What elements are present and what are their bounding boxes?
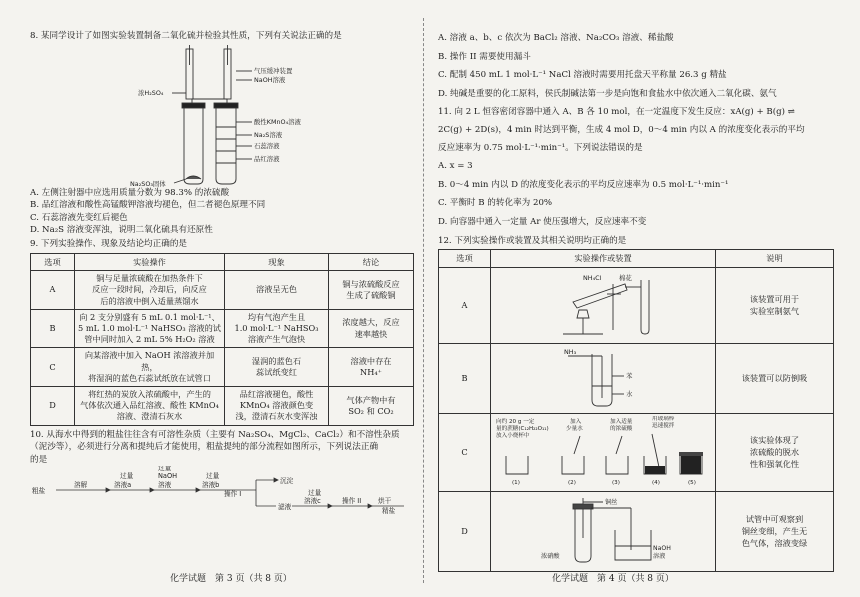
c-step-1: (1)	[512, 479, 520, 486]
cell-line: 溶液产生气泡快	[247, 334, 306, 345]
flow-dry: 烘干	[378, 497, 392, 506]
q9-c-operation	[75, 348, 225, 387]
table-row	[439, 267, 834, 343]
q12-b-option: B	[439, 343, 491, 413]
cell-line: 试管中可观察到	[745, 514, 804, 525]
footer-page-4: 化学试题 第 4 页（共 8 页）	[552, 574, 674, 584]
c-step-2: (2)	[568, 479, 576, 486]
flow-dissolve: 溶解	[74, 481, 88, 490]
q10-option-b: B. 操作 II 需要使用漏斗	[438, 51, 531, 62]
q9-d-option: D	[31, 386, 75, 425]
cell-line: 性和强氧化性	[749, 459, 800, 470]
q10-stem-line: 的是	[30, 454, 48, 465]
flow-excess-c: 过量	[308, 489, 322, 498]
label-kmno4: 酸性KMnO₄溶液	[254, 117, 301, 126]
cell-line: 反应一段时间，冷却后，向反应	[92, 284, 207, 295]
cell-line: 向 2 支分别盛有 5 mL 0.1 mol·L⁻¹、	[79, 311, 220, 322]
cell-line: 管中同时加入 2 mL 5% H₂O₂ 溶液	[84, 334, 215, 345]
flow-naoh-solution: 溶液	[158, 481, 172, 490]
q12-header-apparatus: 实验操作或装置	[491, 250, 716, 268]
c-label-4b: 迅速搅拌	[652, 422, 675, 429]
q10-stem-line: （泥沙等），必须进行分离和提纯后才能使用，粗盐提纯的部分流程如图所示，下列说法正确	[30, 442, 379, 453]
label-benzene: 苯	[626, 371, 633, 380]
q12-a-note	[716, 267, 834, 343]
flow-precipitate: 沉淀	[280, 477, 294, 486]
flow-raw-salt: 粗盐	[32, 487, 46, 496]
q9-d-operation	[75, 386, 225, 425]
q11-line: 反应速率为 0.75 mol·L⁻¹·min⁻¹。下列说法错误的是	[438, 142, 643, 153]
q10-stem-line: 10. 从海水中得到的粗盐往往含有可溶性杂质（主要有 Na₂SO₄、MgCl₂、CaCl₂）和不溶性杂质	[30, 429, 400, 440]
table-row	[439, 343, 834, 413]
q12-a-option: A	[439, 267, 491, 343]
label-nh4cl: NH₄Cl	[583, 273, 602, 282]
table-row	[31, 309, 414, 348]
q8-apparatus-figure	[30, 45, 414, 187]
cell-line: 5 mL 1.0 mol·L⁻¹ NaHSO₃ 溶液的试	[78, 322, 221, 333]
q12-c-apparatus	[491, 413, 716, 491]
cell-line: 将湿润的蓝色石蕊试纸放在试管口	[88, 372, 211, 383]
q9-a-conclusion	[329, 271, 414, 310]
q8-option-b: B. 品红溶液和酸性高锰酸钾溶液均褪色，但二者褪色原理不同	[30, 200, 266, 211]
q9-c-conclusion	[329, 348, 414, 387]
c-label-2a: 加入	[570, 418, 582, 425]
ammonia-apparatus-figure	[543, 270, 663, 338]
q9-a-option: A	[31, 271, 75, 310]
label-litmus: 石蕊溶液	[254, 141, 280, 150]
footer-page-3: 化学试题 第 3 页（共 8 页）	[170, 574, 292, 584]
q12-header-note: 说明	[716, 250, 834, 268]
label-h2so4: 浓H₂SO₄	[138, 88, 164, 97]
table-row	[31, 271, 414, 310]
label-cotton: 棉花	[619, 273, 632, 282]
q11-line: 11. 向 2 L 恒容密闭容器中通入 A、B 各 10 mol，在一定温度下发生反应：xA(g) + B(g) ⇌	[438, 107, 795, 118]
q9-header-conclusion: 结论	[329, 253, 414, 271]
q8-option-c: C. 石蕊溶液先变红后褪色	[30, 212, 128, 223]
q9-a-operation	[75, 271, 225, 310]
q8-stem: 8. 某同学设计了如图实验装置制备二氧化硫并检验其性质，下列有关说法正确的是	[30, 31, 342, 41]
cell-line: 铜与浓硫酸反应	[342, 278, 400, 289]
q12-b-note	[716, 343, 834, 413]
cell-line: 蕊试纸变红	[256, 367, 297, 378]
flow-excess-naoh: 过量	[158, 466, 172, 473]
q12-d-option: D	[439, 491, 491, 571]
table-row	[439, 413, 834, 491]
sugar-experiment-figure	[494, 416, 712, 486]
flow-excess-b: 过量	[206, 472, 220, 481]
cell-line: 浓硫酸的脱水	[749, 447, 800, 458]
q9-b-conclusion	[329, 309, 414, 348]
flow-naoh: NaOH	[158, 472, 178, 481]
cell-line: 浅，澄清石灰水变浑浊	[235, 411, 318, 422]
cell-line: 浓度越大，反应	[342, 317, 400, 328]
cell-line: 铜与足量浓硫酸在加热条件下	[96, 273, 203, 284]
c-step-3: (3)	[612, 479, 620, 486]
q9-b-phenomenon	[225, 309, 329, 348]
cell-line: 色气体，溶液变绿	[741, 538, 808, 549]
anti-suckback-figure	[548, 346, 658, 408]
q11-stem	[438, 106, 834, 154]
label-naoh-2: 溶液	[653, 552, 666, 560]
flow-operation-1: 操作 I	[224, 490, 242, 499]
q9-header-option: 选项	[31, 253, 75, 271]
label-conc-nitric: 浓硝酸	[541, 552, 560, 560]
q11-option-b: B. 0～4 min 内以 D 的浓度变化表示的平均反应速率为 0.5 mol·L⁻¹·min⁻¹	[438, 179, 729, 190]
q12-d-note	[716, 491, 834, 571]
cell-line: 气体产物中有	[346, 394, 396, 405]
q11-line: 2C(g) + 2D(s)，4 min 时达到平衡，生成 4 mol D，0～4 min 内以 A 的浓度变化表示的平均	[438, 124, 805, 135]
c-label-1b: 量的蔗糖(C₁₂H₂₂O₁₁)	[496, 425, 549, 432]
c-label-2b: 少量水	[566, 425, 583, 432]
label-na2s: Na₂S溶液	[254, 130, 283, 139]
q9-c-option: C	[31, 348, 75, 387]
q9-b-operation	[75, 309, 225, 348]
q10-flow-diagram	[30, 466, 414, 514]
copper-nitric-figure	[523, 494, 683, 566]
cell-line: 1.0 mol·L⁻¹ NaHSO₃	[234, 322, 319, 333]
label-naoh: NaOH溶液	[254, 75, 286, 84]
label-na2so3: Na₂SO₃固体	[130, 179, 166, 187]
q8-option-d: D. Na₂S 溶液变浑浊，说明二氧化硫具有还原性	[30, 225, 213, 236]
label-water: 水	[626, 389, 633, 398]
c-step-4: (4)	[652, 479, 660, 486]
flow-solution-a: 溶液a	[114, 481, 132, 490]
cell-line: 实验室制氨气	[749, 306, 800, 317]
flow-excess-a: 过量	[120, 472, 134, 481]
c-label-1c: 放入小烧杯中	[496, 432, 530, 439]
flow-solution-b: 溶液b	[202, 481, 220, 490]
q11-option-d: D. 向容器中通入一定量 Ar 使压强增大，反应速率不变	[438, 216, 647, 227]
cell-line: SO₂ 和 CO₂	[348, 405, 394, 416]
cell-line: 生成了硫酸铜	[346, 289, 396, 300]
table-row	[439, 491, 834, 571]
cell-line: 向某溶液中加入 NaOH 浓溶液并加热，	[84, 350, 215, 372]
cell-line: KMnO₄ 溶液颜色变	[239, 400, 314, 411]
q12-header-row	[439, 250, 834, 268]
page-4	[438, 26, 834, 572]
label-buffer: 气压缓冲装置	[254, 66, 293, 75]
flow-solution-c: 溶液c	[304, 497, 321, 506]
q9-stem: 9. 下列实验操作、现象及结论均正确的是	[30, 238, 188, 249]
table-row	[31, 348, 414, 387]
q11-option-a: A. x = 3	[438, 161, 473, 172]
flow-operation-2: 操作 II	[342, 497, 362, 506]
q9-header-operation: 实验操作	[75, 253, 225, 271]
q9-c-phenomenon	[225, 348, 329, 387]
c-label-4a: 用玻璃棒	[652, 415, 675, 422]
cell-line: 该实验体现了	[749, 435, 800, 446]
q10-option-c: C. 配制 450 mL 1 mol·L⁻¹ NaCl 溶液时需要用托盘天平称量 26.3 g 精盐	[438, 70, 727, 81]
q9-a-phenomenon	[225, 271, 329, 310]
label-copper-wire: 铜丝	[605, 498, 618, 506]
q12-a-apparatus	[491, 267, 716, 343]
cell-line: 该装置可用于	[749, 294, 800, 305]
c-label-1a: 向约 20 g 一定	[496, 418, 535, 425]
q12-d-apparatus	[491, 491, 716, 571]
table-row	[31, 386, 414, 425]
q10-option-a: A. 溶液 a、b、c 依次为 BaCl₂ 溶液、Na₂CO₃ 溶液、稀盐酸	[438, 33, 674, 43]
cell-line: 将红热的炭放入浓硫酸中，产生的	[88, 388, 211, 399]
page-3	[30, 26, 414, 519]
cell-line: 气体依次通入品红溶液、酸性 KMnO₄	[80, 400, 219, 411]
q11-option-c: C. 平衡时 B 的转化率为 20%	[438, 198, 553, 209]
cell-line: 溶液呈无色	[256, 284, 297, 295]
cell-line: 该装置可以防倒吸	[741, 373, 808, 384]
q12-c-note	[716, 413, 834, 491]
cell-line: 均有气泡产生且	[247, 311, 306, 322]
q9-b-option: B	[31, 309, 75, 348]
q10-stem	[30, 429, 414, 467]
q9-d-phenomenon	[225, 386, 329, 425]
flow-fine-salt: 精盐	[382, 507, 396, 515]
q12-c-option: C	[439, 413, 491, 491]
cell-line: 速率越快	[354, 328, 388, 339]
cell-line: 品红溶液褪色，酸性	[239, 388, 314, 399]
label-nh3: NH₃	[564, 347, 577, 356]
flow-filtrate: 滤液	[278, 503, 292, 512]
cell-line: 后的溶液中倒入适量蒸馏水	[100, 295, 199, 306]
q12-table	[438, 249, 834, 572]
q8-option-a: A. 左侧注射器中应选用质量分数为 98.3% 的浓硫酸	[30, 187, 230, 198]
label-magenta: 品红溶液	[254, 154, 280, 163]
cell-line: 溶液中存在	[350, 355, 392, 366]
q9-header-phenomenon: 现象	[225, 253, 329, 271]
q12-b-apparatus	[491, 343, 716, 413]
cell-line: 溶液、澄清石灰水	[116, 411, 183, 422]
c-label-3b: 的浓硫酸	[610, 425, 633, 432]
q12-header-option: 选项	[439, 250, 491, 268]
cell-line: 铜丝变细，产生无	[741, 526, 808, 537]
c-label-3a: 加入适量	[610, 418, 633, 425]
cell-line: 湿润的蓝色石	[251, 355, 302, 366]
q12-stem: 12. 下列实验操作或装置及其相关说明均正确的是	[438, 235, 627, 246]
q10-option-d: D. 纯碱是重要的化工原料，侯氏制碱法第一步是向饱和食盐水中依次通入二氧化碳、氨气	[438, 88, 777, 99]
page-divider	[423, 18, 424, 583]
q9-header-row	[31, 253, 414, 271]
q9-d-conclusion	[329, 386, 414, 425]
c-step-5: (5)	[688, 479, 696, 486]
q9-table	[30, 253, 414, 426]
cell-line: NH₄⁺	[360, 367, 382, 378]
label-naoh-1: NaOH	[653, 544, 671, 552]
